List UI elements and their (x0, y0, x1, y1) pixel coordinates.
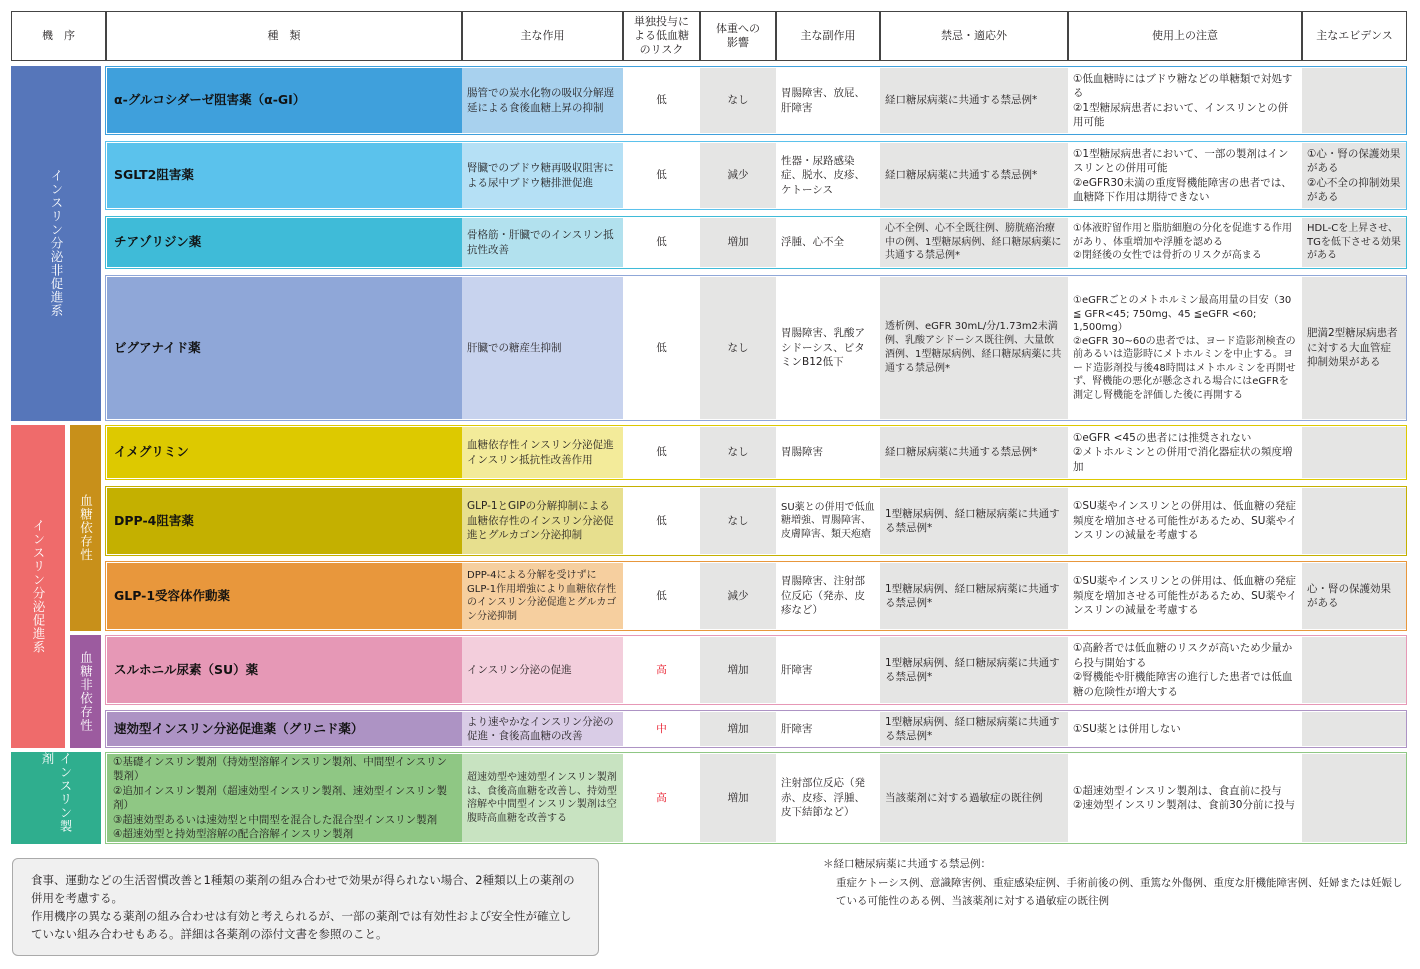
hypo-risk: 低 (623, 68, 700, 133)
group-secret: インスリン分泌促進系 (11, 425, 65, 748)
evidence: ①心・腎の保護効果がある ②心不全の抑制効果がある (1302, 143, 1406, 208)
header-side-effects: 主な副作用 (776, 11, 880, 61)
contraindications: 1型糖尿病例、経口糖尿病薬に共通する禁忌例* (880, 637, 1068, 703)
drug-name: イメグリミン (107, 427, 462, 478)
action-text: 腸管での炭水化物の吸収分解遅延による食後血糖上昇の抑制 (462, 68, 623, 133)
action-text: 血糖依存性インスリン分泌促進 インスリン抵抗性改善作用 (462, 427, 623, 478)
header-evidence: 主なエビデンス (1302, 11, 1407, 61)
contraindications: 心不全例、心不全既往例、膀胱癌治療中の例、1型糖尿病例、経口糖尿病薬に共通する禁忌例* (880, 218, 1068, 267)
evidence (1302, 637, 1406, 703)
action-text: 超速効型や速効型インスリン製剤は、食後高血糖を改善し、持効型溶解や中間型インスリン製剤は空腹時高血糖を改善する (462, 754, 623, 842)
header-hypo-risk: 単独投与に よる低血糖 のリスク (623, 11, 700, 61)
header-action: 主な作用 (462, 11, 623, 61)
caution: ①eGFR <45の患者には推奨されない ②メトホルミンとの併用で消化器症状の頻度増加 (1068, 427, 1302, 478)
side-effects: 胃腸障害、乳酸アシドーシス、ビタミンB12低下 (776, 277, 880, 419)
contraindications: 1型糖尿病例、経口糖尿病薬に共通する禁忌例* (880, 563, 1068, 629)
group-nonsecret: インスリン分泌非促進系 (11, 66, 101, 421)
contraindications: 透析例、eGFR 30mL/分/1.73m2未満例、乳酸アシドーシス既往例、大量飲酒例、1型糖尿病例、経口糖尿病薬に共通する禁忌例* (880, 277, 1068, 419)
side-effects: 肝障害 (776, 637, 880, 703)
drug-name: スルホニル尿素（SU）薬 (107, 637, 462, 703)
weight-effect: なし (700, 277, 776, 419)
hypo-risk: 低 (623, 143, 700, 208)
contraindications: 当該薬剤に対する過敏症の既往例 (880, 754, 1068, 842)
group-glucose-independent: 血糖非依存性 (70, 635, 101, 748)
drug-name: ①基礎インスリン製剤（持効型溶解インスリン製剤、中間型インスリン製剤） ②追加インスリン製剤（超速効型インスリン製剤、速効型インスリン製剤） ③超速効型あるいは速効型と中間型を混合した混合型インスリン製剤 ④超速効型と持効型溶解の配合溶解インスリン製剤 (107, 754, 462, 842)
evidence (1302, 488, 1406, 554)
group-insulin: インスリン製剤 (11, 752, 101, 844)
contraindications: 1型糖尿病例、経口糖尿病薬に共通する禁忌例* (880, 488, 1068, 554)
evidence (1302, 754, 1406, 842)
caution: ①1型糖尿病患者において、一部の製剤はインスリンとの併用可能 ②eGFR30未満の重度腎機能障害の患者では、血糖降下作用は期待できない (1068, 143, 1302, 208)
hypo-risk: 低 (623, 277, 700, 419)
side-effects: 胃腸障害、注射部位反応（発赤、皮疹など） (776, 563, 880, 629)
weight-effect: 増加 (700, 712, 776, 746)
contraindications: 経口糖尿病薬に共通する禁忌例* (880, 427, 1068, 478)
action-text: より速やかなインスリン分泌の促進・食後高血糖の改善 (462, 712, 623, 746)
evidence: 肥満2型糖尿病患者に対する大血管症抑制効果がある (1302, 277, 1406, 419)
footnote-text: 重症ケトーシス例、意識障害例、重症感染症例、手術前後の例、重篤な外傷例、重度な肝機能障害例、妊婦または妊娠している可能性のある例、当該薬剤に対する過敏症の既往例 (836, 877, 1403, 907)
hypo-risk: 低 (623, 218, 700, 267)
side-effects: 胃腸障害、放屁、肝障害 (776, 68, 880, 133)
caution: ①SU薬とは併用しない (1068, 712, 1302, 746)
side-effects: 注射部位反応（発赤、皮疹、浮腫、皮下結節など） (776, 754, 880, 842)
drug-name: α-グルコシダーゼ阻害薬（α-GI） (107, 68, 462, 133)
weight-effect: 増加 (700, 754, 776, 842)
weight-effect: 増加 (700, 637, 776, 703)
hypo-risk: 低 (623, 563, 700, 629)
caution: ①体液貯留作用と脂肪細胞の分化を促進する作用があり、体重増加や浮腫を認める ②閉経後の女性では骨折のリスクが高まる (1068, 218, 1302, 267)
action-text: 骨格筋・肝臓でのインスリン抵抗性改善 (462, 218, 623, 267)
side-effects: 肝障害 (776, 712, 880, 746)
evidence (1302, 427, 1406, 478)
weight-effect: なし (700, 427, 776, 478)
contraindications: 経口糖尿病薬に共通する禁忌例* (880, 68, 1068, 133)
note-box: 食事、運動などの生活習慣改善と1種類の薬剤の組み合わせで効果が得られない場合、2種類以上の薬剤の併用を考慮する。 作用機序の異なる薬剤の組み合わせは有効と考えられるが、一部の薬剤では有効性および安全性が確立していない組み合わせもある。詳細は各薬剤の添付文書を参照のこと。 (12, 858, 599, 956)
caution: ①SU薬やインスリンとの併用は、低血糖の発症頻度を増加させる可能性があるため、SU薬やインスリンの減量を考慮する (1068, 563, 1302, 629)
drug-name: GLP-1受容体作動薬 (107, 563, 462, 629)
drug-name: ビグアナイド薬 (107, 277, 462, 419)
weight-effect: 増加 (700, 218, 776, 267)
hypo-risk: 高 (623, 637, 700, 703)
weight-effect: 減少 (700, 563, 776, 629)
caution: ①SU薬やインスリンとの併用は、低血糖の発症頻度を増加させる可能性があるため、SU薬やインスリンの減量を考慮する (1068, 488, 1302, 554)
footnote-title: ＊経口糖尿病薬に共通する禁忌例： (823, 858, 991, 870)
group-glucose-dependent: 血糖依存性 (70, 425, 101, 631)
hypo-risk: 中 (623, 712, 700, 746)
weight-effect: なし (700, 68, 776, 133)
header-caution: 使用上の注意 (1068, 11, 1302, 61)
hypo-risk: 高 (623, 754, 700, 842)
hypo-risk: 低 (623, 427, 700, 478)
caution: ①高齢者では低血糖のリスクが高いため少量から投与開始する ②腎機能や肝機能障害の進行した患者では低血糖の危険性が増大する (1068, 637, 1302, 703)
weight-effect: 減少 (700, 143, 776, 208)
header-type: 種 類 (106, 11, 462, 61)
action-text: DPP-4による分解を受けずにGLP-1作用増強により血糖依存性のインスリン分泌促進とグルカゴン分泌抑制 (462, 563, 623, 629)
action-text: GLP-1とGIPの分解抑制による血糖依存性のインスリン分泌促進とグルカゴン分泌抑制 (462, 488, 623, 554)
header-weight: 体重への 影響 (700, 11, 776, 61)
side-effects: 性器・尿路感染症、脱水、皮疹、ケトーシス (776, 143, 880, 208)
drug-name: チアゾリジン薬 (107, 218, 462, 267)
drug-name: DPP-4阻害薬 (107, 488, 462, 554)
evidence: 心・腎の保護効果がある (1302, 563, 1406, 629)
weight-effect: なし (700, 488, 776, 554)
caution: ①超速効型インスリン製剤は、食直前に投与 ②速効型インスリン製剤は、食前30分前に投与 (1068, 754, 1302, 842)
header-contra: 禁忌・適応外 (880, 11, 1068, 61)
header-mechanism: 機 序 (11, 11, 106, 61)
evidence: HDL-Cを上昇させ、TGを低下させる効果がある (1302, 218, 1406, 267)
contraindications: 経口糖尿病薬に共通する禁忌例* (880, 143, 1068, 208)
drug-name: 速効型インスリン分泌促進薬（グリニド薬） (107, 712, 462, 746)
drug-name: SGLT2阻害薬 (107, 143, 462, 208)
side-effects: SU薬との併用で低血糖増強、胃腸障害、皮膚障害、類天疱瘡 (776, 488, 880, 554)
side-effects: 胃腸障害 (776, 427, 880, 478)
caution: ①低血糖時にはブドウ糖などの単糖類で対処する ②1型糖尿病患者において、インスリンとの併用可能 (1068, 68, 1302, 133)
action-text: 肝臓での糖産生抑制 (462, 277, 623, 419)
evidence (1302, 68, 1406, 133)
hypo-risk: 低 (623, 488, 700, 554)
contraindications: 1型糖尿病例、経口糖尿病薬に共通する禁忌例* (880, 712, 1068, 746)
side-effects: 浮腫、心不全 (776, 218, 880, 267)
evidence (1302, 712, 1406, 746)
action-text: 腎臓でのブドウ糖再吸収阻害による尿中ブドウ糖排泄促進 (462, 143, 623, 208)
action-text: インスリン分泌の促進 (462, 637, 623, 703)
caution: ①eGFRごとのメトホルミン最高用量の目安（30 ≦ GFR<45; 750mg、45 ≦eGFR <60; 1,500mg） ②eGFR 30~60の患者では、ヨード造影剤検査の前あるいは造影時にメトホルミンを中止する。ヨード造影剤投与後48時間はメトホルミンを再開せず、腎機能の悪化が懸念される場合にはeGFRを測定し腎機能を評価した後に再開する (1068, 277, 1302, 419)
